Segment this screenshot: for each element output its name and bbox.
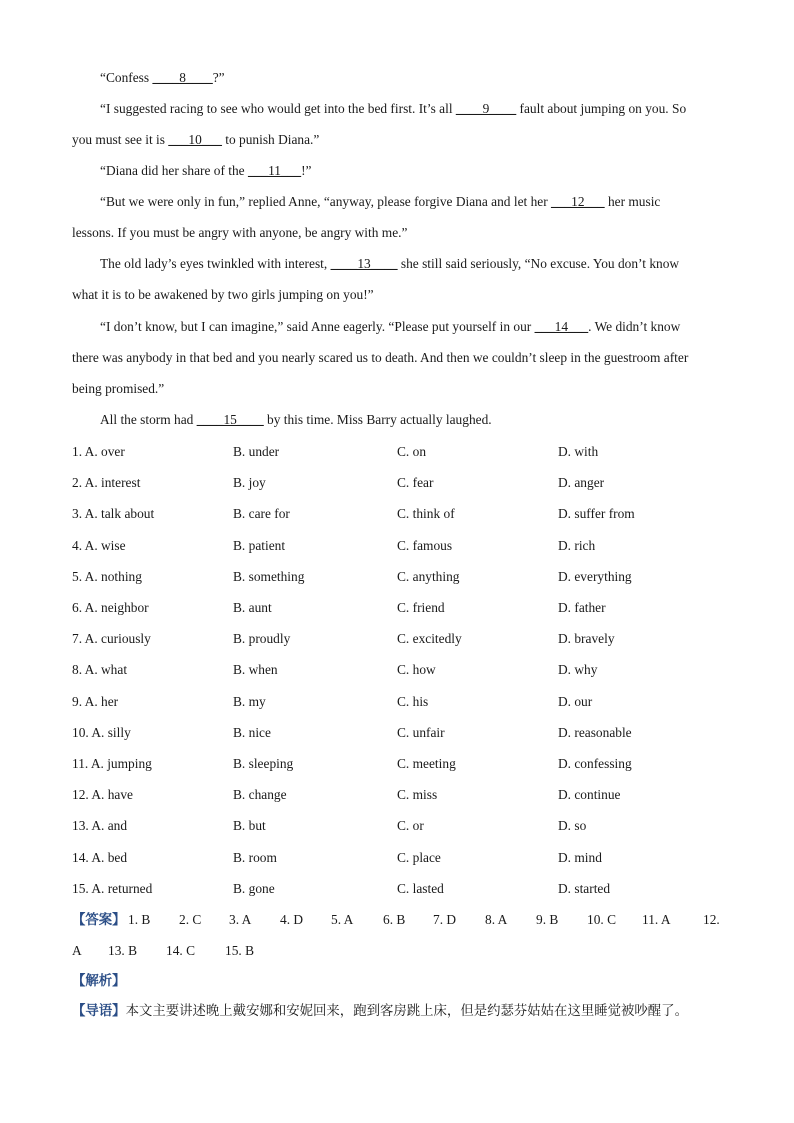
option-4-c: C. famous: [397, 537, 453, 553]
passage-line-2: “I suggested racing to see who would get into the bed first. It’s all ____9____ fault about jumping on you. So: [100, 101, 687, 116]
option-11-b: B. sleeping: [233, 756, 294, 771]
answer-item: 5. A: [331, 912, 354, 927]
blank-14: ___14___: [534, 319, 589, 334]
option-15-b: B. gone: [233, 880, 275, 896]
option-13-c: C. or: [397, 818, 424, 834]
option-5-b: B. something: [233, 568, 305, 584]
option-13-b: B. but: [233, 818, 266, 834]
option-11-a: 11. A. jumping: [72, 756, 152, 771]
option-4-d: D. rich: [558, 537, 596, 553]
passage-line-10: there was anybody in that bed and you nearly scared us to death. And then we couldn’t sleep in the guestroom after: [72, 350, 689, 365]
option-5-d: D. everything: [558, 568, 632, 584]
option-9-d: D. our: [558, 693, 593, 709]
option-4-b: B. patient: [233, 537, 286, 553]
answer-label: 【答案】: [72, 913, 126, 928]
answer-item: 15. B: [225, 943, 255, 958]
passage-line-7: The old lady’s eyes twinkled with interest, ____13____ she still said seriously, “No excuse. You don’t know: [100, 256, 680, 271]
blank-8: ____8____: [152, 70, 213, 85]
passage-line-12: All the storm had ____15____ by this time. Miss Barry actually laughed.: [100, 412, 492, 427]
option-1-d: D. with: [558, 444, 599, 459]
guide-line: [72, 1004, 688, 1020]
option-3-c: C. think of: [397, 506, 455, 522]
answer-item: 3. A: [229, 912, 252, 927]
blank-15: ____15____: [196, 412, 264, 427]
option-10-c: C. unfair: [397, 724, 445, 740]
option-2-a: 2. A. interest: [72, 475, 141, 491]
option-12-d: D. continue: [558, 787, 621, 803]
answer-item: 1. B: [128, 912, 151, 927]
option-1-c: C. on: [397, 444, 427, 459]
option-11-c: C. meeting: [397, 756, 456, 771]
option-6-d: D. father: [558, 600, 606, 615]
answer-item: 11. A: [642, 912, 671, 927]
answer-item: 2. C: [179, 912, 202, 927]
option-1-a: 1. A. over: [72, 444, 125, 459]
answer-line-1: [72, 912, 126, 929]
option-9-b: B. my: [233, 693, 266, 709]
option-7-c: C. excitedly: [397, 631, 462, 647]
option-10-d: D. reasonable: [558, 724, 632, 740]
option-6-b: B. aunt: [233, 600, 272, 615]
option-2-c: C. fear: [397, 475, 434, 491]
option-7-d: D. bravely: [558, 631, 615, 647]
answer-item: 9. B: [536, 912, 559, 927]
option-4-a: 4. A. wise: [72, 537, 126, 553]
guide-text: 本文主要讲述晚上戴安娜和安妮回来，跑到客房跳上床，但是约瑟芬姑姑在这里睡觉被吵醒了。: [125, 1004, 688, 1019]
option-12-a: 12. A. have: [72, 787, 133, 803]
passage-line-11: being promised.”: [72, 381, 165, 396]
option-3-a: 3. A. talk about: [72, 506, 155, 522]
answer-item: 13. B: [108, 943, 138, 958]
option-10-b: B. nice: [233, 724, 271, 740]
option-9-a: 9. A. her: [72, 693, 119, 709]
option-14-b: B. room: [233, 849, 277, 865]
option-11-d: D. confessing: [558, 756, 632, 771]
option-7-b: B. proudly: [233, 631, 291, 647]
option-14-d: D. mind: [558, 849, 602, 865]
option-8-a: 8. A. what: [72, 662, 128, 678]
option-3-d: D. suffer from: [558, 506, 635, 522]
option-12-c: C. miss: [397, 787, 438, 803]
answer-item: 7. D: [433, 912, 457, 927]
option-5-c: C. anything: [397, 568, 460, 584]
option-3-b: B. care for: [233, 506, 290, 522]
passage-line-1: “Confess ____8____?”: [100, 70, 225, 85]
option-7-a: 7. A. curiously: [72, 631, 151, 647]
option-13-a: 13. A. and: [72, 818, 128, 834]
option-6-a: 6. A. neighbor: [72, 600, 149, 615]
answer-item: 12.: [703, 912, 720, 927]
answer-item: A: [72, 943, 82, 958]
option-15-a: 15. A. returned: [72, 880, 153, 896]
option-8-c: C. how: [397, 662, 436, 678]
option-8-b: B. when: [233, 662, 278, 678]
blank-11: ___11___: [247, 163, 302, 178]
blank-13: ____13____: [330, 256, 398, 271]
passage-line-3: you must see it is ___10___ to punish Diana.”: [72, 132, 320, 147]
option-5-a: 5. A. nothing: [72, 568, 142, 584]
option-2-d: D. anger: [558, 475, 605, 491]
option-15-c: C. lasted: [397, 880, 444, 896]
option-14-c: C. place: [397, 849, 441, 865]
option-6-c: C. friend: [397, 600, 445, 615]
answer-item: 4. D: [280, 912, 304, 927]
answer-item: 10. C: [587, 912, 617, 927]
guide-label: 【导语】: [72, 1004, 126, 1019]
option-9-c: C. his: [397, 693, 429, 709]
passage-line-6: lessons. If you must be angry with anyone, be angry with me.”: [72, 225, 408, 240]
passage-line-8: what it is to be awakened by two girls jumping on you!”: [72, 287, 374, 302]
option-2-b: B. joy: [233, 475, 266, 491]
answer-item: 14. C: [166, 943, 196, 958]
option-15-d: D. started: [558, 880, 611, 896]
option-8-d: D. why: [558, 662, 598, 678]
passage-line-9: “I don’t know, but I can imagine,” said Anne eagerly. “Please put yourself in our ___14___. We didn’t know: [100, 319, 681, 334]
passage-line-5: “But we were only in fun,” replied Anne, “anyway, please forgive Diana and let her ___12___ her music: [100, 194, 661, 209]
answer-item: 6. B: [383, 912, 406, 927]
answer-item: 8. A: [485, 912, 508, 927]
analysis-heading: [72, 974, 126, 990]
blank-10: ___10___: [168, 132, 222, 147]
passage-line-4: “Diana did her share of the ___11___!”: [100, 163, 312, 178]
option-1-b: B. under: [233, 444, 280, 459]
option-10-a: 10. A. silly: [72, 724, 131, 740]
option-13-d: D. so: [558, 818, 587, 834]
analysis-label: 【解析】: [72, 974, 126, 989]
option-14-a: 14. A. bed: [72, 849, 128, 865]
option-12-b: B. change: [233, 787, 287, 803]
blank-9: ____9____: [455, 101, 517, 116]
blank-12: ___12___: [551, 194, 605, 209]
